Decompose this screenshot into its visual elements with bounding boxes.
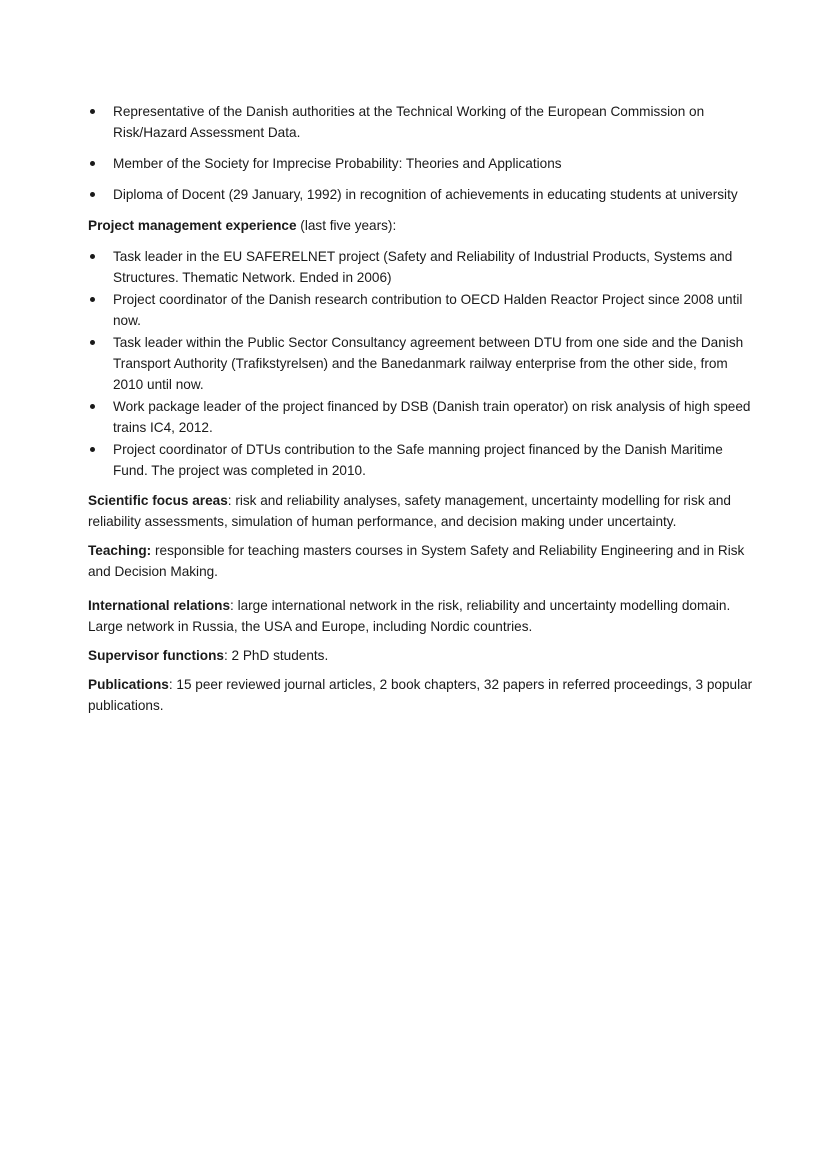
qualifications-list (88, 101, 756, 205)
list-item-text: Project coordinator of the Danish research contribution to OECD Halden Reactor Project since 2008 until now. (113, 292, 743, 328)
international-relations-paragraph (88, 595, 756, 637)
international-relations-label: International relations (88, 598, 231, 613)
list-item-text: Member of the Society for Imprecise Probability: Theories and Applications (113, 156, 562, 171)
list-item-text: Work package leader of the project financed by DSB (Danish train operator) on risk analysis of high speed trains IC4, 2012. (113, 399, 751, 435)
bullet-icon (88, 101, 96, 122)
list-item (88, 396, 756, 438)
publications-text: : 15 peer reviewed journal articles, 2 book chapters, 32 papers in referred proceedings, 3 popular publications. (88, 677, 753, 713)
project-management-label: Project management experience (88, 218, 297, 233)
list-item-text: Project coordinator of DTUs contribution to the Safe manning project financed by the Danish Maritime Fund. The project was completed in 2010. (113, 442, 723, 478)
bullet-icon (88, 439, 96, 460)
teaching-paragraph (88, 540, 756, 582)
list-item (88, 101, 756, 143)
list-item-text: Representative of the Danish authorities at the Technical Working of the European Commission on Risk/Hazard Assessment Data. (113, 104, 705, 140)
list-item-text: Task leader within the Public Sector Consultancy agreement between DTU from one side and the Danish Transport Authority (Trafikstyrelsen) and the Banedanmark railway enterprise from the other side, from 2010 until now. (113, 335, 744, 392)
list-item (88, 289, 756, 331)
supervisor-paragraph (88, 645, 756, 666)
project-management-heading (88, 215, 756, 236)
project-management-list (88, 246, 756, 481)
list-item (88, 439, 756, 481)
publications-paragraph (88, 674, 756, 716)
supervisor-text: : 2 PhD students. (223, 648, 329, 663)
teaching-label: Teaching: (88, 543, 152, 558)
list-item (88, 332, 756, 395)
supervisor-label: Supervisor functions (88, 648, 224, 663)
project-management-suffix: (last five years): (296, 218, 397, 233)
publications-label: Publications (88, 677, 169, 692)
scientific-focus-label: Scientific focus areas (88, 493, 228, 508)
bullet-icon (88, 332, 96, 353)
teaching-text: responsible for teaching masters courses in System Safety and Reliability Engineering and in Risk and Decision Making. (88, 543, 745, 579)
bullet-icon (88, 289, 96, 310)
international-relations-text: : large international network in the risk, reliability and uncertainty modelling domain. Large network in Russia, the USA and Europe, including Nordic countries. (88, 598, 731, 634)
list-item (88, 246, 756, 288)
scientific-focus-text: : risk and reliability analyses, safety management, uncertainty modelling for risk and reliability assessments, simulation of human performance, and decision making under uncertainty. (88, 493, 731, 529)
bullet-icon (88, 246, 96, 267)
list-item-text: Task leader in the EU SAFERELNET project (Safety and Reliability of Industrial Products, Systems and Structures. Thematic Network. Ended in 2006) (113, 249, 733, 285)
bullet-icon (88, 184, 96, 205)
bullet-icon (88, 396, 96, 417)
scientific-focus-paragraph (88, 490, 756, 532)
list-item-text: Diploma of Docent (29 January, 1992) in recognition of achievements in educating students at university (113, 187, 738, 202)
bullet-icon (88, 153, 96, 174)
list-item (88, 153, 756, 174)
list-item (88, 184, 756, 205)
